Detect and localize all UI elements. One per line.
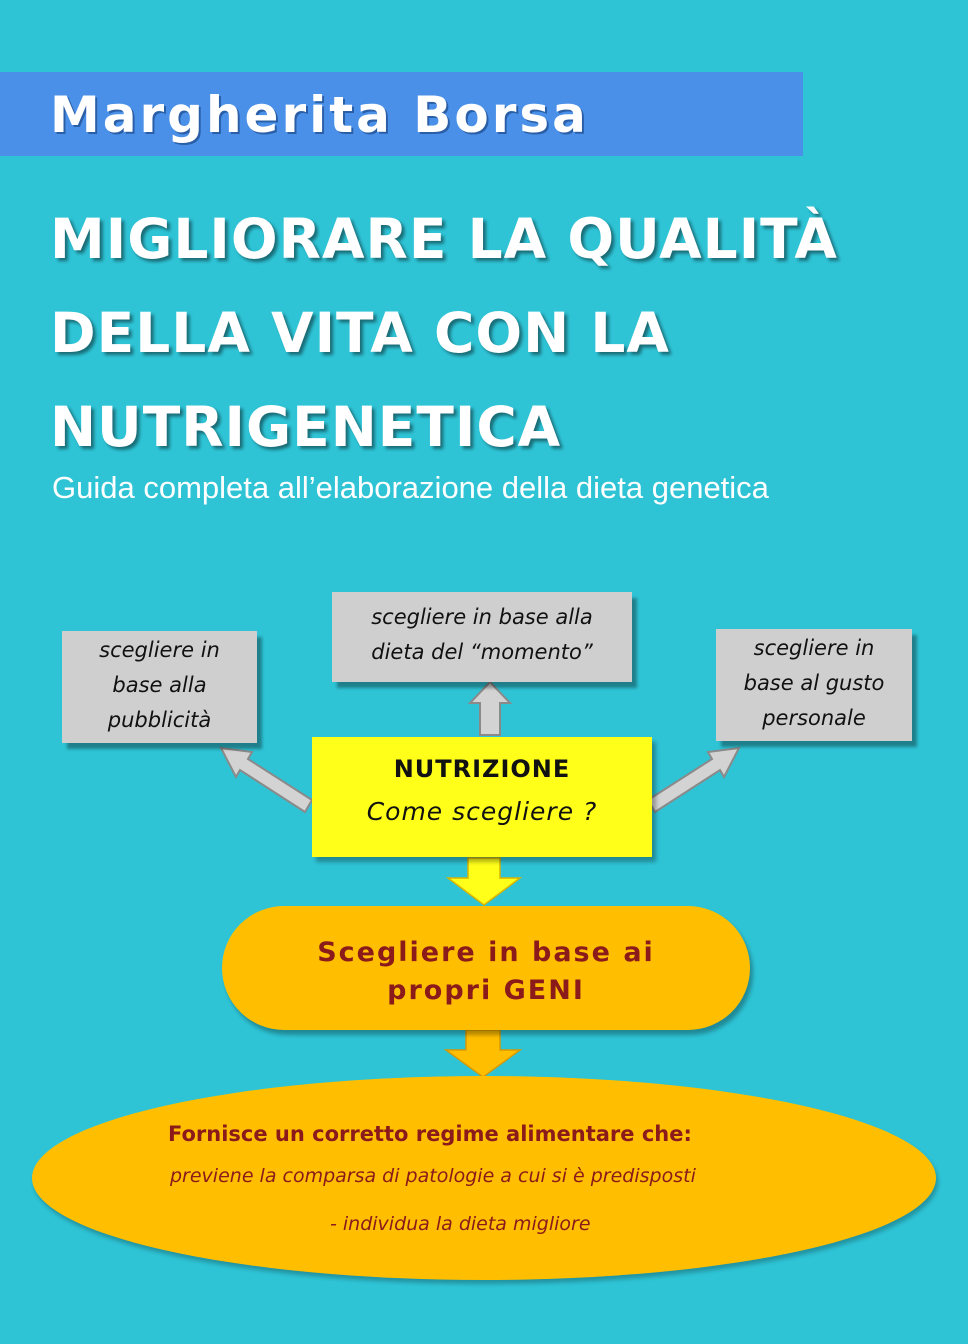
result-line-2: - individua la dieta migliore [330,1213,591,1235]
choice-box-trend-diet [332,592,632,682]
choice-line: base al gusto [743,671,885,695]
genes-line-1: Scegliere in base ai [317,937,655,968]
genes-text [222,934,750,1010]
nutrition-title: NUTRIZIONE [393,755,571,783]
choice-box-advertising [62,631,257,743]
title-line-1: MIGLIORARE LA QUALITÀ [50,207,838,271]
nutrition-box [312,737,652,857]
choice-line: dieta del “momento” [371,640,593,664]
author-name: Margherita Borsa [50,86,589,144]
choice-line: scegliere in base alla [371,605,593,629]
choice-line: scegliere in [753,636,875,660]
title-line-3: NUTRIGENETICA [50,395,562,459]
arrow-down-icon [448,858,520,905]
genes-line-2: propri GENI [387,975,585,1006]
choice-line: pubblicità [107,708,212,732]
title-line-2: DELLA VITA CON LA [50,301,670,365]
arrow-up-icon [470,682,510,735]
result-line-1: previene la comparsa di patologie a cui si è predisposti [170,1165,696,1187]
choice-line: scegliere in [99,638,220,662]
choice-box-personal-taste [716,629,912,741]
choice-line: base alla [112,673,207,697]
genes-choice-pill [222,906,750,1030]
arrow-up-left-icon [221,748,312,812]
arrow-up-right-icon [648,748,739,812]
book-subtitle: Guida completa all’elaborazione della dieta genetica [52,470,769,505]
nutrition-question: Come scegliere ? [366,797,598,826]
arrow-down-icon [446,1030,520,1077]
choice-line: personale [762,706,866,730]
result-heading: Fornisce un corretto regime alimentare che: [168,1122,692,1146]
